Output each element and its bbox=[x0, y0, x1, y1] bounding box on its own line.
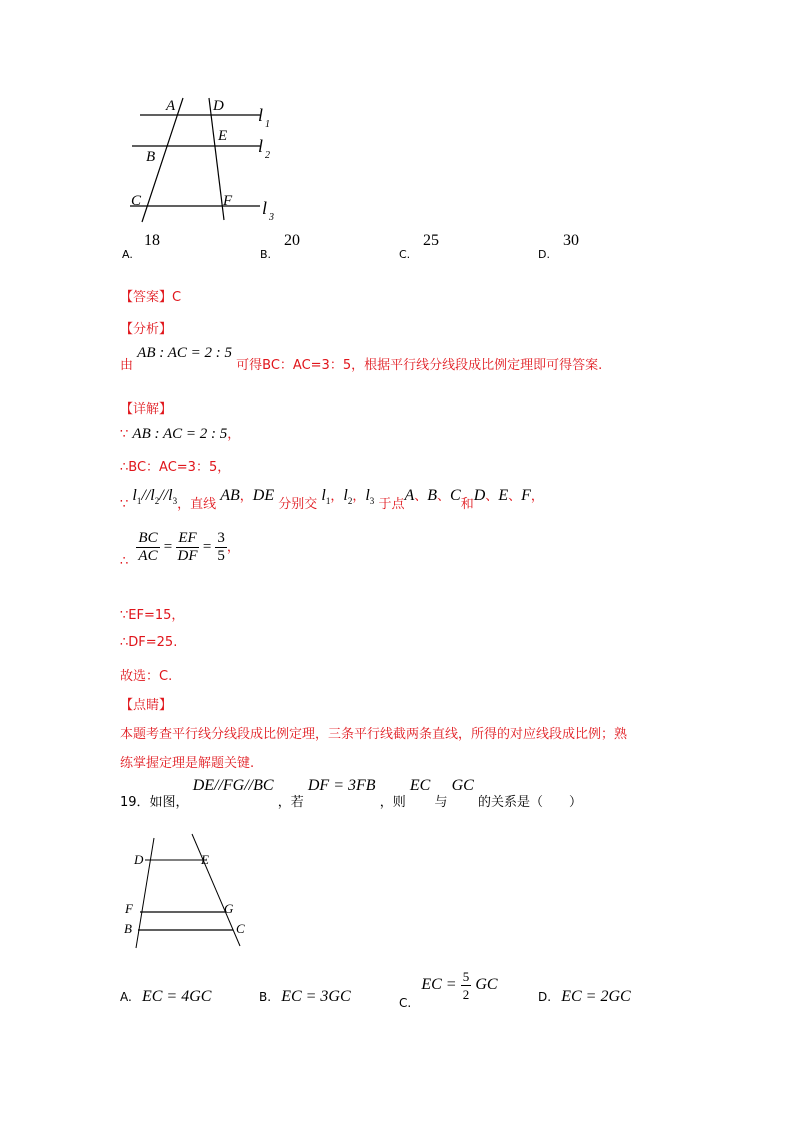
condition-ratio: DF = 3FB bbox=[307, 777, 376, 794]
math-l2 bbox=[343, 487, 353, 507]
label-B-19: B bbox=[124, 921, 132, 936]
label-E: E bbox=[218, 128, 228, 144]
detail-line-2: ∴BC：AC=3：5， bbox=[120, 460, 231, 475]
question-19-stem bbox=[120, 775, 582, 810]
fraction-bc-ac bbox=[136, 530, 159, 565]
transversal-df bbox=[209, 98, 224, 220]
sub-1: 1 bbox=[136, 496, 142, 507]
q19-option-c-num: 5 bbox=[462, 969, 470, 984]
sep-3: ， bbox=[239, 489, 253, 504]
comment-line-2: 练掌握定理是解题关键. bbox=[120, 756, 255, 771]
therefore-symbol-4: ∴ bbox=[120, 554, 129, 569]
label-D-19: D bbox=[134, 852, 144, 867]
label-F-19: F bbox=[125, 901, 133, 916]
fraction-ef-df bbox=[176, 530, 198, 565]
label-l3: l bbox=[262, 198, 268, 218]
parallel-relation bbox=[132, 487, 178, 507]
dun-3: 、 bbox=[485, 489, 499, 504]
label-C-19: C bbox=[236, 921, 245, 936]
dun-4: 、 bbox=[508, 489, 522, 504]
detail-end-1: ， bbox=[227, 427, 241, 442]
analysis-prefix: 由 bbox=[120, 358, 134, 373]
q19-option-c-letter: C. bbox=[399, 996, 412, 1010]
q19-option-b-value: EC = 3GC bbox=[281, 988, 351, 1005]
point-A: A bbox=[404, 487, 415, 504]
label-l3-sub: 3 bbox=[269, 212, 274, 223]
label-l2: l bbox=[258, 136, 264, 156]
l3-sub: 3 bbox=[369, 496, 375, 507]
sub-2: 2 bbox=[154, 496, 160, 507]
text-comma-line: ，直线 bbox=[177, 497, 217, 512]
detail-line-4 bbox=[120, 530, 240, 569]
point-C: C bbox=[450, 487, 461, 504]
answer-value: C bbox=[172, 290, 182, 305]
detail-line-6: ∴DF=25. bbox=[120, 635, 178, 650]
comment-heading: 【点睛】 bbox=[120, 698, 173, 713]
text-intersect: 分别交 bbox=[278, 497, 318, 512]
line4-end: ， bbox=[226, 540, 240, 555]
comma-2: ， bbox=[352, 489, 366, 504]
fraction-3-5 bbox=[215, 530, 227, 565]
label-C: C bbox=[131, 193, 142, 209]
analysis-math: AB : AC = 2 : 5 bbox=[137, 345, 232, 361]
option-b-letter[interactable]: B. bbox=[260, 248, 272, 261]
label-B: B bbox=[146, 149, 156, 165]
answer-heading: 【答案】 bbox=[120, 290, 173, 305]
detail-line-7: 故选：C. bbox=[120, 669, 173, 684]
q19-option-a-value: EC = 4GC bbox=[141, 988, 212, 1005]
analysis-text: 可得BC：AC=3：5，根据平行线分线段成比例定理即可得答案. bbox=[236, 358, 603, 373]
math-l: l bbox=[132, 487, 137, 504]
math-DE: DE bbox=[252, 487, 275, 504]
analysis-line bbox=[120, 342, 603, 373]
option-b-value: 20 bbox=[284, 232, 300, 249]
q19-option-c-lhs: EC = bbox=[421, 976, 457, 993]
point-F: F bbox=[521, 487, 531, 504]
q19-option-c-fraction bbox=[461, 968, 472, 1003]
analysis-heading: 【分析】 bbox=[120, 322, 173, 337]
l1-letter: l bbox=[321, 487, 326, 504]
option-c-value: 25 bbox=[423, 232, 439, 249]
math-l3 bbox=[365, 487, 375, 507]
math-GC: GC bbox=[451, 777, 474, 794]
q19-option-d-value: EC = 2GC bbox=[561, 988, 631, 1005]
comment-line-1: 本题考查平行线分线段成比例定理，三条平行线截两条直线，所得的对应线段成比例；熟 bbox=[120, 727, 628, 742]
detail-line-5: ∵EF=15， bbox=[120, 608, 185, 623]
because-symbol-3: ∵ bbox=[120, 497, 129, 512]
label-G-19: G bbox=[224, 901, 234, 916]
because-symbol-1: ∵ bbox=[120, 427, 129, 442]
text-then: ，则 bbox=[379, 795, 406, 810]
label-D: D bbox=[213, 98, 224, 114]
parallel-lines-figure-q18 bbox=[120, 90, 290, 230]
condition-parallel: DE//FG//BC bbox=[192, 777, 274, 794]
question-19-number: 19．如图， bbox=[120, 795, 189, 810]
line3-end: ， bbox=[530, 489, 544, 504]
label-l1: l bbox=[258, 105, 264, 125]
dun-2: 、 bbox=[437, 489, 451, 504]
line-EC bbox=[192, 834, 240, 946]
trapezoid-figure-q19 bbox=[118, 830, 258, 950]
detail-line-1 bbox=[120, 423, 240, 443]
l3-letter: l bbox=[365, 487, 370, 504]
q19-option-d[interactable] bbox=[538, 988, 631, 1006]
q19-option-b[interactable] bbox=[259, 988, 351, 1006]
l2-sub: 2 bbox=[347, 496, 353, 507]
text-relationship: 的关系是（ ） bbox=[477, 795, 582, 810]
option-a-value: 18 bbox=[144, 232, 160, 249]
label-A: A bbox=[166, 98, 176, 114]
text-with: 与 bbox=[434, 795, 448, 810]
math-EC: EC bbox=[409, 777, 431, 794]
option-d-letter[interactable]: D. bbox=[538, 248, 550, 261]
fraction-1-num: BC bbox=[138, 530, 158, 546]
q19-option-a[interactable] bbox=[120, 988, 211, 1006]
detail-heading: 【详解】 bbox=[120, 402, 173, 417]
label-l2-sub: 2 bbox=[265, 150, 270, 161]
label-F: F bbox=[223, 193, 233, 209]
q19-option-b-letter: B. bbox=[259, 990, 272, 1004]
fraction-3-den: 5 bbox=[217, 548, 225, 564]
text-if: ，若 bbox=[277, 795, 304, 810]
q19-option-c[interactable] bbox=[399, 968, 498, 1010]
point-B: B bbox=[427, 487, 438, 504]
label-E-19: E bbox=[201, 852, 209, 867]
dun-1: 、 bbox=[414, 489, 428, 504]
sub-3: 3 bbox=[172, 496, 178, 507]
fraction-3-num: 3 bbox=[217, 530, 225, 546]
l2-letter: l bbox=[343, 487, 348, 504]
option-a-letter[interactable]: A. bbox=[122, 248, 133, 261]
q19-option-c-den: 2 bbox=[462, 987, 470, 1002]
q19-option-d-letter: D. bbox=[538, 990, 552, 1004]
l1-sub: 1 bbox=[325, 496, 331, 507]
parallel-sep-1: //l bbox=[141, 487, 155, 504]
answer-line bbox=[120, 286, 181, 305]
q19-option-c-rhs: GC bbox=[475, 976, 498, 993]
fraction-1-den: AC bbox=[138, 548, 158, 564]
equals-1: = bbox=[163, 539, 173, 555]
point-E: E bbox=[498, 487, 509, 504]
equals-2: = bbox=[202, 539, 212, 555]
math-AB: AB bbox=[220, 487, 240, 504]
detail-math-1: AB : AC = 2 : 5 bbox=[132, 426, 228, 442]
point-D: D bbox=[473, 487, 486, 504]
fraction-2-num: EF bbox=[178, 530, 197, 546]
q19-option-a-letter: A. bbox=[120, 990, 132, 1004]
fraction-2-den: DF bbox=[177, 548, 198, 564]
parallel-sep-2: //l bbox=[159, 487, 173, 504]
text-and: 和 bbox=[460, 497, 474, 512]
option-d-value: 30 bbox=[563, 232, 579, 249]
label-l1-sub: 1 bbox=[265, 119, 270, 130]
text-at-points: 于点 bbox=[378, 497, 405, 512]
detail-line-3 bbox=[120, 485, 544, 512]
option-c-letter[interactable]: C. bbox=[399, 248, 411, 261]
comma-1: ， bbox=[330, 489, 344, 504]
